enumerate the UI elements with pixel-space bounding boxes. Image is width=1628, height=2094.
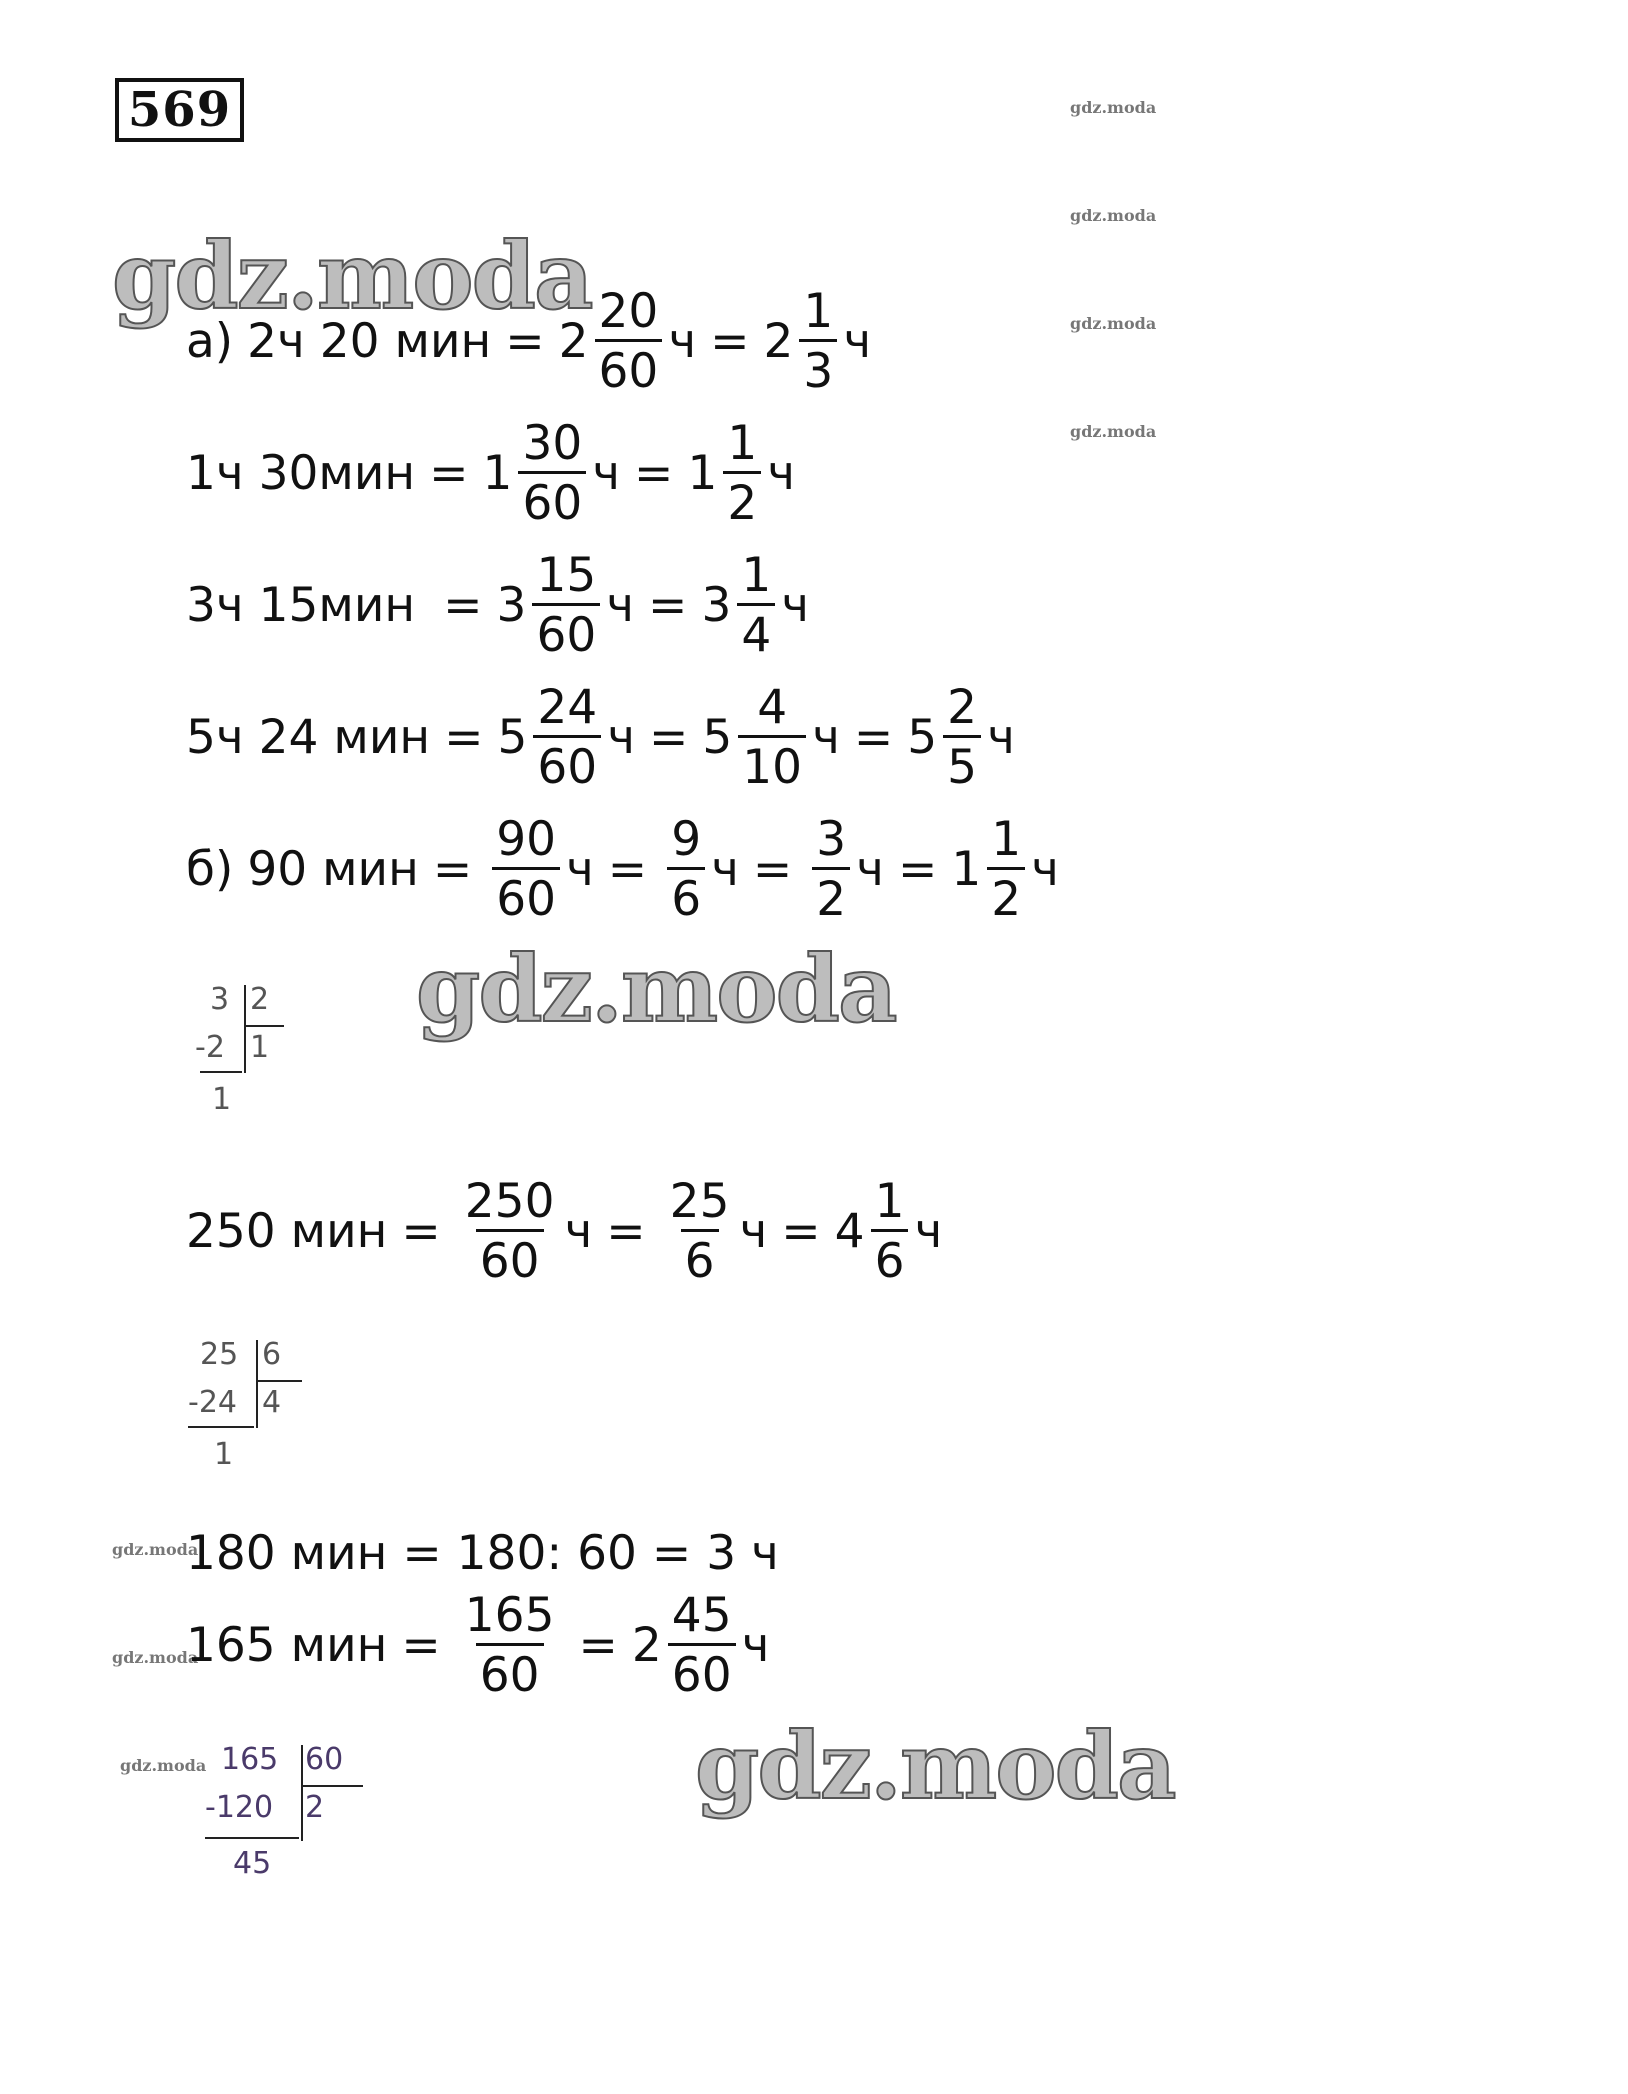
fraction: $\frac{1}{4}$ (737, 552, 775, 659)
watermark-big: gdz.moda (112, 222, 592, 330)
equation-a-4 (186, 680, 1015, 795)
whole-part: 5 (497, 710, 528, 765)
eq-left: 5ч 24 мин (186, 710, 431, 765)
watermark-small: gdz.moda (120, 1756, 207, 1775)
equals-sign: = (648, 578, 688, 633)
whole-part: 3 (701, 578, 732, 633)
equation-b-3 (186, 1526, 779, 1581)
unit: ч (739, 1204, 768, 1259)
unit: ч (812, 710, 840, 765)
whole-part: 1 (482, 446, 513, 501)
task-number: 569 (115, 78, 244, 142)
eq-left: 1ч 30мин (186, 446, 416, 501)
equals-sign: = (429, 446, 469, 501)
fraction: $\frac{250}{60}$ (464, 1174, 555, 1289)
watermark-small: gdz.moda (1070, 314, 1157, 333)
remainder: 1 (214, 1437, 234, 1472)
equation-a-1 (186, 284, 872, 399)
equation-a-2 (186, 416, 796, 531)
part-label: б) (186, 842, 234, 897)
equation-a-3 (186, 548, 810, 663)
unit: ч (767, 446, 796, 501)
quotient: 1 (250, 1030, 270, 1065)
division-bar (244, 985, 246, 1073)
equals-sign: = (634, 446, 674, 501)
unit: ч (741, 1618, 770, 1673)
equals-sign: = (505, 314, 545, 369)
equals-sign: = (401, 1618, 441, 1673)
watermark-small: gdz.moda (112, 1648, 199, 1667)
division-bar (200, 1071, 242, 1073)
dividend: 25 (200, 1337, 239, 1372)
fraction: $\frac{165}{60}$ (464, 1588, 555, 1703)
unit: ч (606, 578, 635, 633)
subtrahend: -2 (195, 1030, 225, 1065)
equals-sign: = (781, 1204, 821, 1259)
subtrahend: -24 (188, 1385, 237, 1420)
equals-sign: = (578, 1618, 618, 1673)
fraction: $\frac{1}{6}$ (871, 1178, 909, 1285)
whole-part: 5 (702, 710, 733, 765)
division-bar (256, 1340, 258, 1428)
divisor: 6 (262, 1337, 282, 1372)
whole-part: 1 (687, 446, 718, 501)
equation-b-2 (186, 1174, 943, 1289)
eq-text: 180 мин = 180: 60 = 3 ч (186, 1526, 779, 1581)
long-division-3 (205, 1742, 375, 1895)
equals-sign: = (853, 710, 894, 765)
equals-sign: = (443, 578, 483, 633)
remainder: 1 (212, 1082, 232, 1117)
fraction: $\frac{2}{5}$ (943, 684, 981, 791)
division-bar (244, 1025, 284, 1027)
unit: ч (592, 446, 621, 501)
equals-sign: = (710, 314, 750, 369)
fraction: $\frac{24}{60}$ (533, 684, 601, 791)
division-bar (205, 1837, 299, 1839)
fraction: $\frac{4}{10}$ (738, 684, 806, 791)
whole-part: 2 (763, 314, 794, 369)
fraction: $\frac{15}{60}$ (532, 552, 600, 659)
fraction: $\frac{3}{2}$ (812, 816, 850, 923)
fraction: $\frac{1}{2}$ (723, 420, 761, 527)
equation-b-4 (186, 1588, 770, 1703)
watermark-small: gdz.moda (1070, 98, 1157, 117)
watermark-small: gdz.moda (1070, 206, 1157, 225)
fraction: $\frac{1}{2}$ (987, 816, 1025, 923)
watermark-small: gdz.moda (1070, 422, 1157, 441)
fraction: $\frac{45}{60}$ (668, 1592, 736, 1699)
fraction: $\frac{25}{6}$ (669, 1174, 730, 1289)
fraction: $\frac{9}{6}$ (667, 816, 705, 923)
equals-sign: = (648, 710, 689, 765)
unit: ч (711, 842, 739, 897)
divisor: 60 (305, 1742, 344, 1777)
fraction: $\frac{1}{3}$ (799, 288, 837, 395)
division-bar (301, 1785, 363, 1787)
unit: ч (1031, 842, 1059, 897)
equals-sign: = (606, 1204, 646, 1259)
division-bar (301, 1745, 303, 1841)
whole-part: 1 (951, 842, 982, 897)
fraction: $\frac{90}{60}$ (492, 816, 560, 923)
equation-b-1 (186, 812, 1059, 927)
unit: ч (843, 314, 872, 369)
remainder: 45 (233, 1846, 272, 1881)
unit: ч (564, 1204, 593, 1259)
unit: ч (607, 710, 635, 765)
equals-sign: = (607, 842, 648, 897)
watermark-big: gdz.moda (695, 1712, 1175, 1820)
quotient: 2 (305, 1790, 325, 1825)
whole-part: 2 (631, 1618, 662, 1673)
unit: ч (566, 842, 594, 897)
dividend: 165 (221, 1742, 279, 1777)
subtrahend: -120 (205, 1790, 274, 1825)
division-bar (256, 1380, 302, 1382)
eq-left: 2ч 20 мин (247, 314, 492, 369)
long-division-2 (188, 1337, 328, 1490)
divisor: 2 (250, 982, 270, 1017)
dividend: 3 (210, 982, 230, 1017)
equals-sign: = (752, 842, 793, 897)
whole-part: 2 (558, 314, 589, 369)
watermark-big: gdz.moda (416, 935, 896, 1043)
equals-sign: = (432, 842, 473, 897)
unit: ч (781, 578, 810, 633)
unit: ч (856, 842, 884, 897)
equals-sign: = (897, 842, 938, 897)
whole-part: 4 (834, 1204, 865, 1259)
eq-left: 3ч 15мин (186, 578, 416, 633)
part-label: а) (186, 314, 234, 369)
long-division-1 (195, 982, 300, 1135)
eq-left: 250 мин (186, 1204, 388, 1259)
unit: ч (668, 314, 697, 369)
unit: ч (914, 1204, 943, 1259)
fraction: $\frac{30}{60}$ (518, 420, 586, 527)
unit: ч (987, 710, 1015, 765)
fraction: $\frac{20}{60}$ (595, 288, 663, 395)
division-bar (188, 1426, 254, 1428)
eq-left: 90 мин (247, 842, 419, 897)
quotient: 4 (262, 1385, 282, 1420)
eq-left: 165 мин (186, 1618, 388, 1673)
watermark-small: gdz.moda (112, 1540, 199, 1559)
whole-part: 5 (907, 710, 938, 765)
equals-sign: = (401, 1204, 441, 1259)
equals-sign: = (444, 710, 484, 765)
whole-part: 3 (496, 578, 527, 633)
